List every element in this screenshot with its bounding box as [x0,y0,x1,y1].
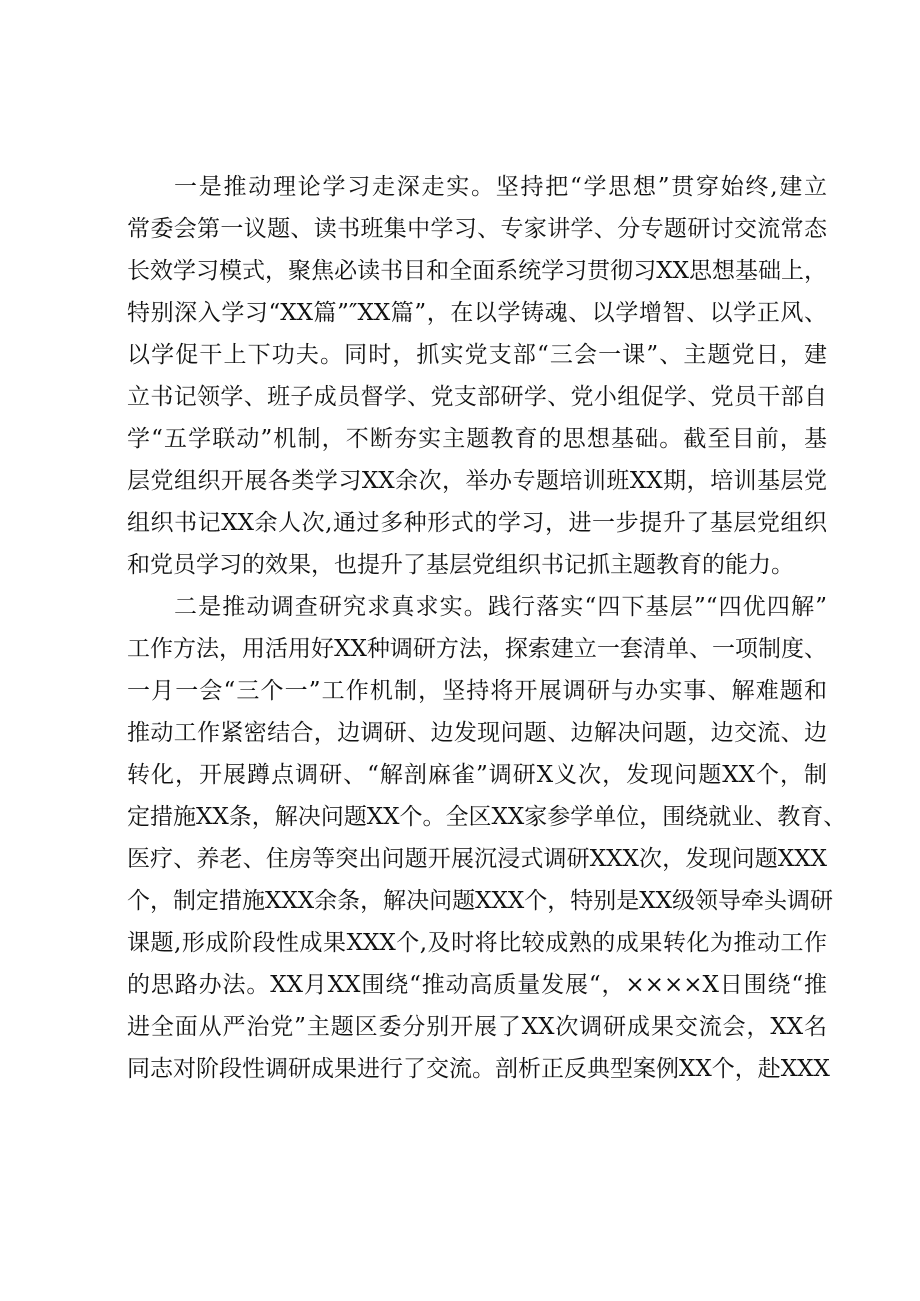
paragraph-line: 长效学习模式，聚焦必读书目和全面系统学习贯彻习XX思想基础上， [127,258,827,284]
paragraph-line: 个，制定措施XXX余条，解决问题XXX个，特别是XX级领导牵头调研 [127,888,833,914]
paragraph-line: 常委会第一议题、读书班集中学习、专家讲学、分专题研讨交流常态 [127,216,827,242]
paragraph-line: 推动工作紧密结合，边调研、边发现问题、边解决问题，边交流、边 [127,720,827,746]
paragraph-line: 课题,形成阶段性成果XXX个,及时将比较成熟的成果转化为推动工作 [127,930,827,956]
paragraph-line: 进全面从严治党”主题区委分别开展了XX次调研成果交流会，XX名 [127,1014,827,1040]
paragraph-line: 组织书记XX余人次,通过多种形式的学习，进一步提升了基层党组织 [127,510,827,536]
paragraph-line: 一是推动理论学习走深走实。坚持把“学思想”贯穿始终,建立 [174,174,827,200]
paragraph-line: 以学促干上下功夫。同时，抓实党支部“三会一课”、主题党日，建 [127,342,827,368]
paragraph-line: 转化，开展蹲点调研、“解剖麻雀”调研X义次，发现问题XX个，制 [127,762,827,788]
paragraph-line: 立书记领学、班子成员督学、党支部研学、党小组促学、党员干部自 [127,384,827,410]
paragraph-line: 工作方法，用活用好XX种调研方法，探索建立一套清单、一项制度、 [127,636,827,662]
paragraph-line: 同志对阶段性调研成果进行了交流。剖析正反典型案例XX个，赴XXX [127,1056,830,1082]
paragraph-line: 二是推动调查研究求真求实。践行落实“四下基层”“四优四解” [174,594,827,620]
paragraph-line: 和党员学习的效果，也提升了基层党组织书记抓主题教育的能力。 [127,552,794,578]
paragraph-line: 特别深入学习“XX篇”″XX篇”，在以学铸魂、以学增智、以学正风、 [127,300,827,326]
paragraph-line: 的思路办法。XX月XX围绕“推动高质量发展“，××××X日围绕“推 [127,972,827,998]
paragraph-line: 医疗、养老、住房等突出问题开展沉浸式调研XXX次，发现问题XXX [127,846,827,872]
paragraph-line: 学“五学联动”机制，不断夯实主题教育的思想基础。截至目前，基 [127,426,827,452]
paragraph-line: 层党组织开展各类学习XX余次，举办专题培训班XX期，培训基层党 [127,468,827,494]
paragraph-line: 一月一会“三个一”工作机制，坚持将开展调研与办实事、解难题和 [127,678,827,704]
paragraph-line: 定措施XX条，解决问题XX个。全区XX家参学单位，围绕就业、教育、 [127,804,847,830]
